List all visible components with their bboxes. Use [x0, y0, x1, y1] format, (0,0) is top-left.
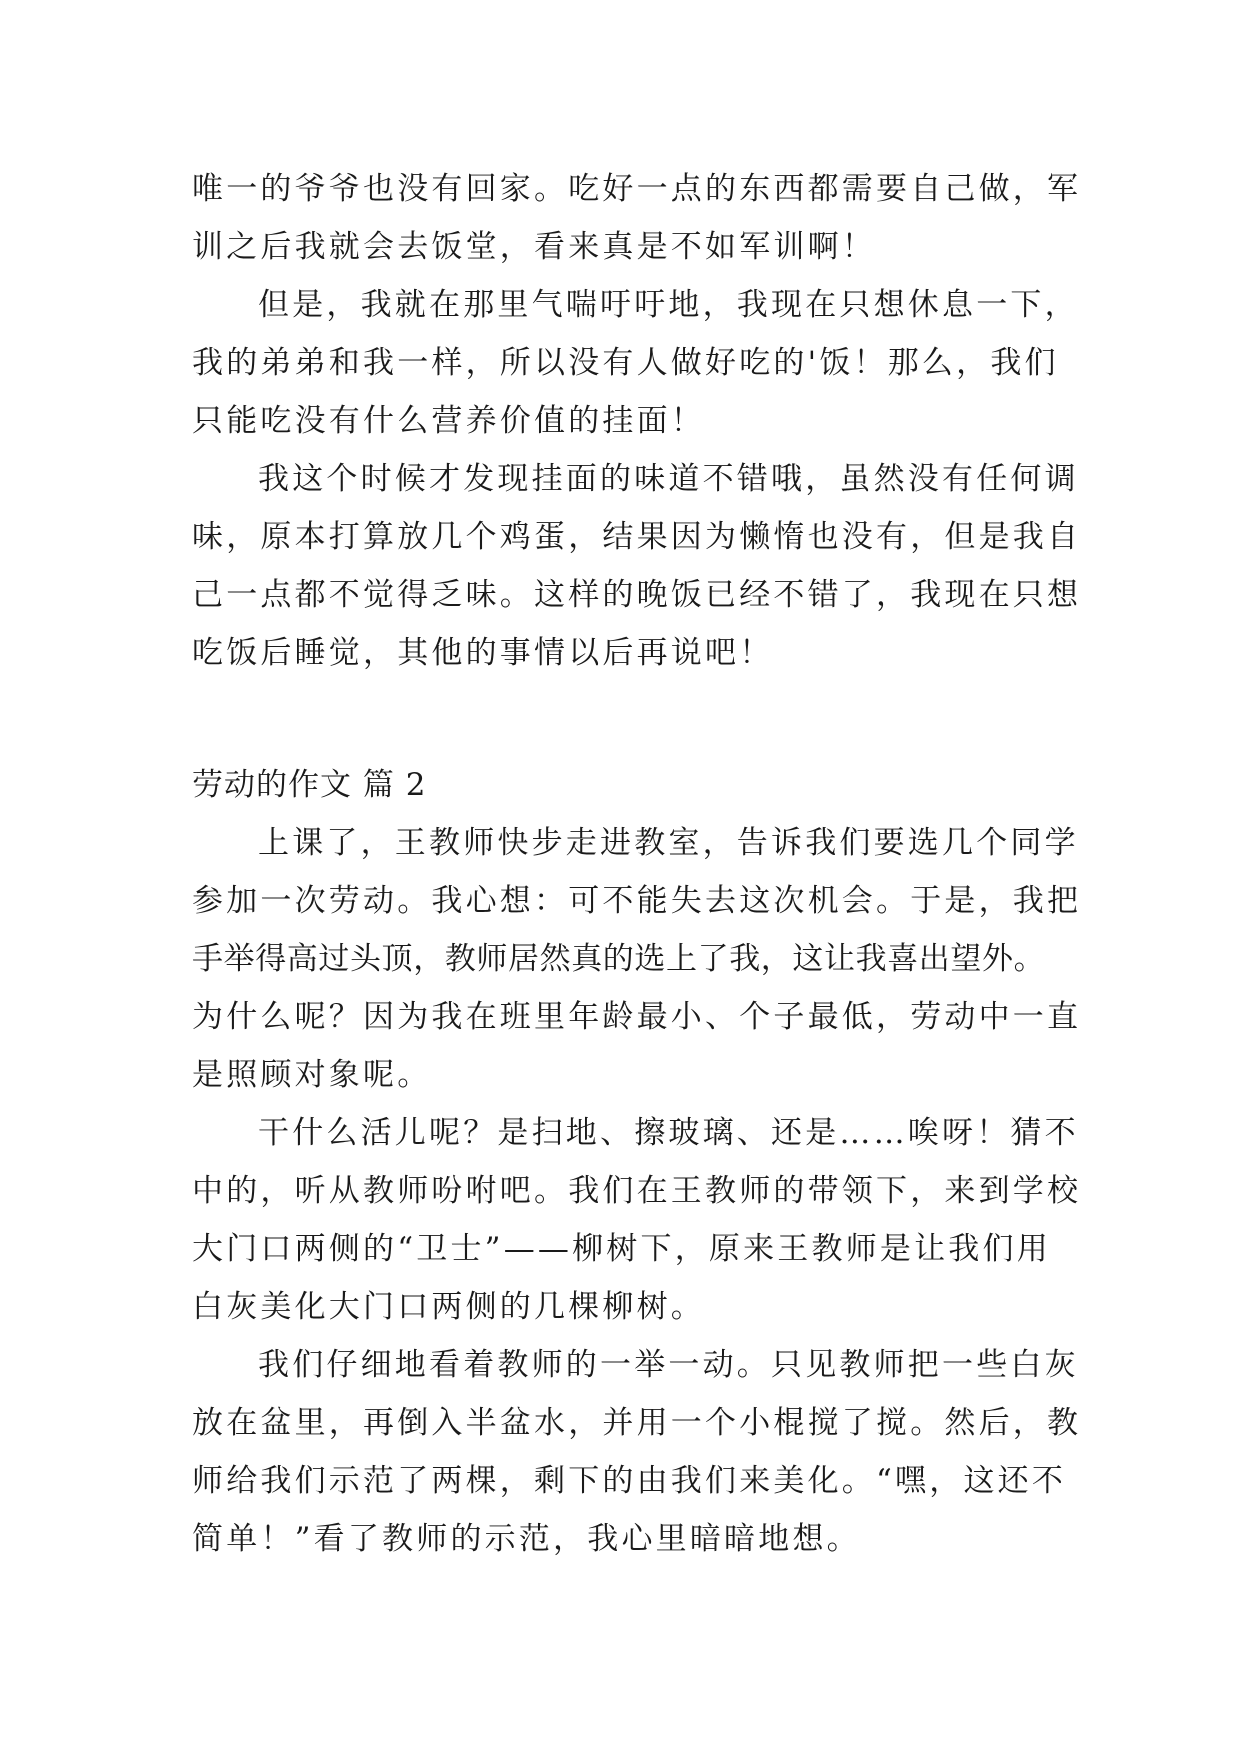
paragraph-line: 我这个时候才发现挂面的味道不错哦，虽然没有任何调: [258, 461, 1079, 497]
paragraph-line: 干什么活儿呢？是扫地、擦玻璃、还是……唉呀！猜不: [258, 1115, 1079, 1151]
paragraph-line: 白灰美化大门口两侧的几棵柳树。: [192, 1289, 705, 1325]
paragraph-line: 味，原本打算放几个鸡蛋，结果因为懒惰也没有，但是我自: [192, 519, 1082, 555]
paragraph-line: 唯一的爷爷也没有回家。吃好一点的东西都需要自己做，军: [192, 171, 1082, 207]
paragraph-line: 我们仔细地看着教师的一举一动。只见教师把一些白灰: [258, 1347, 1079, 1383]
paragraph-line: 参加一次劳动。我心想：可不能失去这次机会。于是，我把: [192, 883, 1082, 919]
paragraph-line: 训之后我就会去饭堂，看来真是不如军训啊！: [192, 229, 876, 265]
paragraph-line: 大门口两侧的“卫士”——柳树下，原来王教师是让我们用: [192, 1231, 1051, 1267]
paragraph-line: 己一点都不觉得乏味。这样的晚饭已经不错了，我现在只想: [192, 577, 1082, 613]
paragraph-line: 中的，听从教师吩咐吧。我们在王教师的带领下，来到学校: [192, 1173, 1082, 1209]
paragraph-line: 为什么呢？因为我在班里年龄最小、个子最低，劳动中一直: [192, 999, 1082, 1035]
paragraph-line: 是照顾对象呢。: [192, 1057, 432, 1093]
document-body: [192, 160, 1082, 1568]
paragraph-line: 简单！”看了教师的示范，我心里暗暗地想。: [192, 1521, 861, 1557]
paragraph-line: 上课了，王教师快步走进教室，告诉我们要选几个同学: [258, 825, 1079, 861]
paragraph-line: 只能吃没有什么营养价值的挂面！: [192, 403, 705, 439]
paragraph-line: 手举得高过头顶，教师居然真的选上了我，这让我喜出望外。: [192, 941, 1046, 977]
section-heading: 劳动的作文 篇 2: [192, 767, 427, 803]
paragraph-line: 但是，我就在那里气喘吁吁地，我现在只想休息一下，: [258, 287, 1079, 323]
paragraph-line: 我的弟弟和我一样，所以没有人做好吃的'饭！那么，我们: [192, 345, 1059, 381]
paragraph-line: 放在盆里，再倒入半盆水，并用一个小棍搅了搅。然后，教: [192, 1405, 1082, 1441]
paragraph-line: 吃饭后睡觉，其他的事情以后再说吧！: [192, 635, 774, 671]
section-gap: [192, 682, 1058, 756]
paragraph-line: 师给我们示范了两棵，剩下的由我们来美化。“嘿，这还不: [192, 1463, 1067, 1499]
